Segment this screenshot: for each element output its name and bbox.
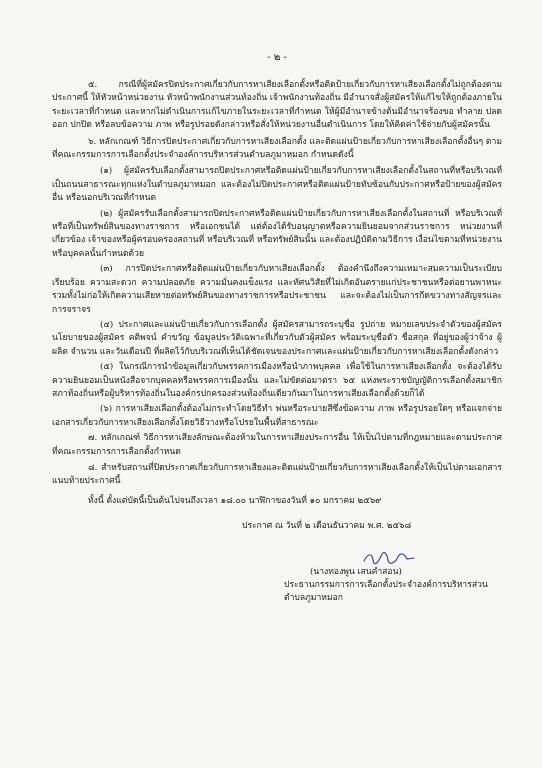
handwritten-signature	[360, 550, 420, 566]
paragraph-6-2: (๒) ผู้สมัครรับเลือกตั้งสามารถปิดประกาศหรือติดแผ่นป้ายเกี่ยวกับการหาเสียงเลือกตั้งในสถานที่ หรือบริเวณที่ หรือที่เป็นทรัพย์สินของทางราชการ หรือเอกชนได้ แต่ต้องได้รับอนุญาตหรือความยินยอมจากส่วนราชการ หน่วยงานที่เกี่ยวข้อง เจ้าของหรือผู้ครอบครองสถานที่ หรือบริเวณที่ หรือทรัพย์สินนั้น และต้องปฏิบัติตามวิธีการ เงื่อนไขตามที่หน่วยงานหรือบุคคลนั้นกำหนดด้วย	[52, 208, 502, 259]
paragraph-6-3: (๓) การปิดประกาศหรือติดแผ่นป้ายเกี่ยวกับหาเสียงเลือกตั้ง ต้องคำนึงถึงความเหมาะสมความเป็นระเบียบเรียบร้อย ความสะดวก ความปลอดภัย ความมั่นคงแข็งแรง และทัศนวิสัยที่ไม่เกิดอันตรายแก่ประชาชนหรือต่อยานพาหนะ รวมทั้งไม่ก่อให้เกิดความเสียหายต่อทรัพย์สินของทางราชการหรือประชาชน และจะต้องไม่เป็นการกีดขวางทางสัญจรและการจราจร	[52, 264, 502, 315]
paragraph-6-4: (๔) ประกาศและแผ่นป้ายเกี่ยวกับการเลือกตั้ง ผู้สมัครสามารถระบุชื่อ รูปถ่าย หมายเลขประจำตัวของผู้สมัคร นโยบายของผู้สมัคร คติพจน์ คำขวัญ ข้อมูลประวัติเฉพาะที่เกี่ยวกับตัวผู้สมัคร พร้อมระบุชื่อตัว ชื่อสกุล ที่อยู่ของผู้ว่าจ้าง ผู้ผลิต จำนวน และวันเดือนปี ที่ผลิตไว้กับบริเวณที่เห็นได้ชัดเจนของประกาศและแผ่นป้ายเกี่ยวกับการหาเสียงเลือกตั้งดังกล่าว	[52, 319, 502, 357]
paragraph-6: ๖. หลักเกณฑ์ วิธีการปิดประกาศเกี่ยวกับการหาเสียงเลือกตั้ง และติดแผ่นป้ายเกี่ยวกับการหาเสียงเลือกตั้งอื่นๆ ตามที่คณะกรรมการการเลือกตั้งประจำองค์การบริหารส่วนตำบลภูมาหมอก กำหนดดังนี้	[52, 136, 502, 161]
paragraph-5: ๕. กรณีที่ผู้สมัครปิดประกาศเกี่ยวกับการหาเสียงเลือกตั้งหรือติดป้ายเกี่ยวกับการหาเสียงเลือกตั้งไม่ถูกต้องตามประกาศนี้ ให้หัวหน้าหน่วยงาน หัวหน้าพนักงานส่วนท้องถิ่น เจ้าพนักงานท้องถิ่น มีอำนาจสั่งผู้สมัครให้แก้ไขให้ถูกต้องภายในระยะเวลาที่กำหนด และหากไม่ดำเนินการแก้ไขภายในระยะเวลาที่กำหนด ให้ผู้มีอำนาจข้างต้นมีอำนาจร้องขอ ทำลาย ปลดออก ปกปิด หรือลบข้อความ ภาพ หรือรูปรอยดังกล่าวหรือสั่งให้หน่วยงานอื่นดำเนินการ โดยให้คิดค่าใช้จ่ายกับผู้สมัครนั้น	[52, 80, 502, 131]
paragraph-6-1: (๑) ผู้สมัครรับเลือกตั้งสามารถปิดประกาศหรือติดแผ่นป้ายเกี่ยวกับการหาเสียงเลือกตั้งในสถานที่หรือบริเวณที่เป็นถนนสาธารณะทุกแห่งในตำบลภูมาหมอก และต้องไม่ปิดประกาศหรือติดแผ่นป้ายทับซ้อนกับประกาศหรือป้ายของผู้สมัครอื่น หรือนอกบริเวณที่กำหนด	[52, 166, 502, 204]
paragraph-8: ๘. สำหรับสถานที่ปิดประกาศเกี่ยวกับการหาเสียงและติดแผ่นป้ายเกี่ยวกับการหาเสียงเลือกตั้งให้เป็นไปตามเอกสารแนบท้ายประกาศนี้	[52, 462, 502, 487]
signer-name: (นางทองพูน เสนคำสอน)	[310, 566, 402, 577]
closing-statement: ทั้งนี้ ตั้งแต่บัดนี้เป็นต้นไปจนถึงเวลา ๑๘.๐๐ นาฬิกาของวันที่ ๑๐ มกราคม ๒๕๖๙	[88, 495, 382, 506]
page-number: - ๒ -	[267, 52, 287, 63]
paragraph-7: ๗. หลักเกณฑ์ วิธีการหาเสียงลักษณะต้องห้ามในการหาเสียงประการอื่น ให้เป็นไปตามที่กฎหมายและตามประกาศที่คณะกรรมการการเลือกตั้งกำหนด	[52, 433, 502, 457]
paragraph-6-5: (๕) ในกรณีการนำข้อมูลเกี่ยวกับพรรคการเมืองหรือนำภาพบุคคล เพื่อใช้ในการหาเสียงเลือกตั้ง จะต้องได้รับความยินยอมเป็นหนังสือจากบุคคลหรือพรรคการเมืองนั้น และไม่ขัดต่อมาตรา ๖๕ แห่งพระราชบัญญัติการเลือกตั้งสมาชิกสภาท้องถิ่นหรือผู้บริหารท้องถิ่นในองค์กรปกครองส่วนท้องถิ่นเดียวกันมาในการหาเสียงเลือกตั้งด้วยก็ได้	[52, 362, 502, 399]
signature-block	[52, 550, 502, 606]
announcement-date: ประกาศ ณ วันที่ ๒ เดือนธันวาคม พ.ศ. ๒๕๖๘	[242, 521, 412, 532]
paragraph-6-6: (๖) การหาเสียงเลือกตั้งต้องไม่กระทำโดยวิธีทำ พ่นหรือระบายสีซึ่งข้อความ ภาพ หรือรูปรอยใดๆ หรือแจกจ่ายเอกสารเกี่ยวกับการหาเสียงเลือกตั้งโดยวิธีวางหรือโปรยในพื้นที่สาธารณะ	[52, 404, 502, 428]
signer-position: ประธานกรรมการการเลือกตั้งประจำองค์การบริหารส่วนตำบลภูมาหมอก	[284, 580, 488, 604]
